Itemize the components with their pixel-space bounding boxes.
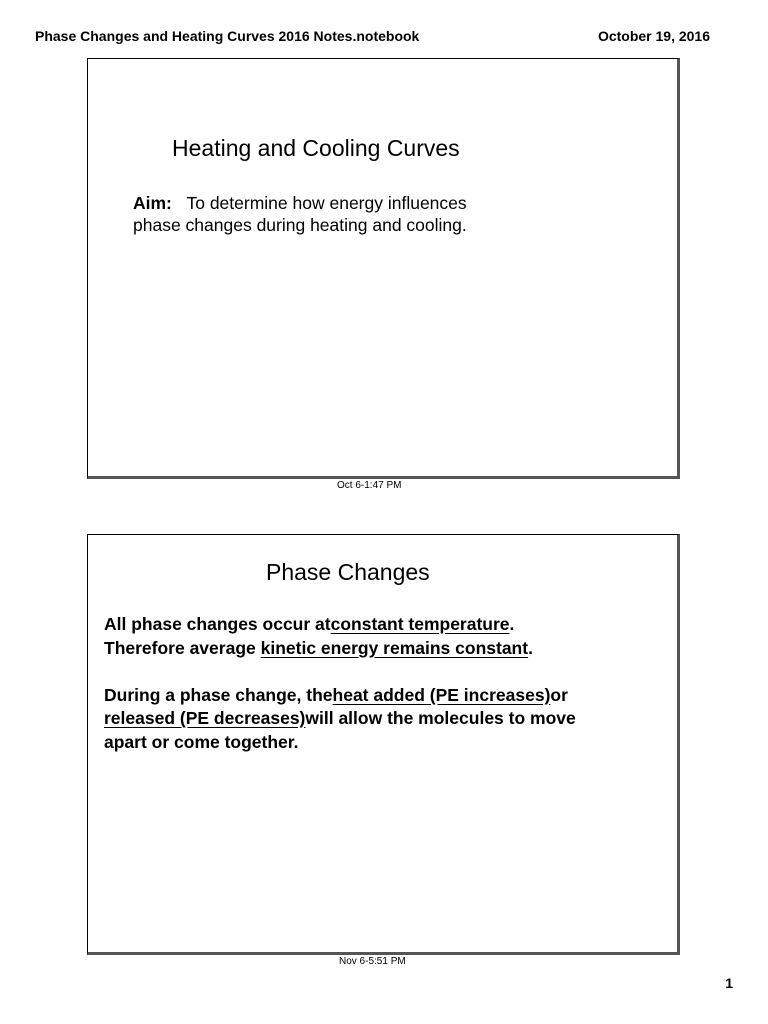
slide-2-title: Phase Changes: [266, 559, 430, 585]
fill-in-blank: constant temperature: [330, 614, 510, 634]
slide-1: [87, 58, 680, 479]
line-2-text: Therefore average: [104, 637, 261, 658]
aim-line-1: [133, 192, 467, 214]
document-date: October 19, 2016: [597, 28, 710, 44]
document-title: Phase Changes and Heating Curves 2016 Notes.notebook: [35, 28, 420, 44]
line-2-end: .: [528, 637, 533, 658]
body-line-3: [104, 684, 576, 708]
line-1-end: .: [509, 614, 515, 634]
body-line-4: [104, 707, 576, 731]
slide-2-body: [104, 613, 576, 754]
slide-1-aim: [133, 192, 467, 236]
fill-in-blank: heat added (PE increases): [332, 684, 551, 705]
body-line-2: [104, 637, 576, 661]
line-4-end: will allow the molecules to move: [305, 708, 576, 728]
page-number: 1: [725, 975, 733, 991]
slide-2-timestamp: Nov 6-5:51 PM: [339, 956, 406, 967]
body-line-5: apart or come together.: [104, 731, 299, 752]
aim-text-line-2: phase changes during heating and cooling.: [133, 215, 467, 235]
line-1-text: All phase changes occur at: [104, 614, 331, 634]
slide-1-timestamp: Oct 6-1:47 PM: [337, 480, 402, 491]
slide-1-title: Heating and Cooling Curves: [172, 135, 460, 161]
line-3-end: or: [550, 684, 568, 705]
fill-in-blank: kinetic energy remains constant: [260, 637, 529, 658]
aim-text-line-1: To determine how energy influences: [186, 193, 467, 213]
aim-label: Aim:: [133, 193, 172, 213]
line-3-text: During a phase change, the: [104, 684, 333, 705]
slide-2: [87, 534, 680, 955]
body-line-1: [104, 613, 576, 637]
fill-in-blank: released (PE decreases): [104, 708, 306, 728]
paragraph-2: [104, 684, 576, 755]
paragraph-1: [104, 613, 576, 660]
